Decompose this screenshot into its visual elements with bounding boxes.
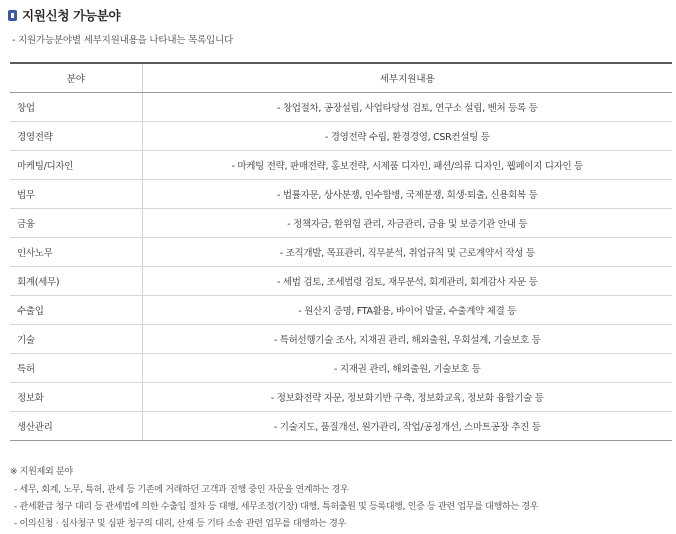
detail-cell: - 원산지 증명, FTA활용, 바이어 발굴, 수출계약 체결 등	[142, 296, 672, 325]
detail-cell: - 정책자금, 환위험 관리, 자금관리, 금융 및 보증기관 안내 등	[142, 209, 672, 238]
notes-item: - 관세환급 청구 대리 등 관세법에 의한 수출입 절차 등 대행, 세무조정(기장) 대행, 특허출원 및 등록대행, 인증 등 관련 업무를 대행하는 경우	[14, 502, 539, 512]
table-row	[10, 238, 672, 267]
table-row	[10, 122, 672, 151]
detail-cell: - 정보화전략 자문, 정보화기반 구축, 정보화교육, 정보화 융합기술 등	[142, 383, 672, 412]
field-cell: 경영전략	[10, 122, 142, 151]
field-cell: 마케팅/디자인	[10, 151, 142, 180]
notes-item: - 이의신청 · 심사청구 및 심판 청구의 대리, 산재 등 기타 소송 관련 업무를 대행하는 경우	[14, 519, 346, 529]
table-row	[10, 209, 672, 238]
detail-cell: - 세법 검토, 조세법령 검토, 재무분석, 회계관리, 회계감사 자문 등	[142, 267, 672, 296]
field-cell: 특허	[10, 354, 142, 383]
field-cell: 회계(세무)	[10, 267, 142, 296]
section-subtitle: - 지원가능분야별 세부지원내용을 나타내는 목록입니다	[12, 35, 233, 46]
detail-cell: - 법률자문, 상사분쟁, 인수합병, 국제분쟁, 회생·퇴출, 신용회복 등	[142, 180, 672, 209]
field-cell: 정보화	[10, 383, 142, 412]
section-header	[8, 6, 120, 24]
table-row	[10, 354, 672, 383]
field-cell: 창업	[10, 93, 142, 122]
table-row	[10, 180, 672, 209]
field-cell: 법무	[10, 180, 142, 209]
support-fields-table	[10, 62, 672, 441]
detail-cell: - 지재권 관리, 해외출원, 기술보호 등	[142, 354, 672, 383]
notes-heading: ※ 지원제외 분야	[10, 467, 73, 477]
detail-cell: - 창업절차, 공장설립, 사업타당성 검토, 연구소 설립, 벤처 등록 등	[142, 93, 672, 122]
detail-cell: - 특허선행기술 조사, 지재권 관리, 해외출원, 우회설계, 기술보호 등	[142, 325, 672, 354]
table-row	[10, 93, 672, 122]
detail-cell: - 기술지도, 품질개선, 원가관리, 작업/공정개선, 스마트공장 추진 등	[142, 412, 672, 441]
table-row	[10, 296, 672, 325]
detail-cell: - 조직개발, 목표관리, 직무분석, 취업규칙 및 근로계약서 작성 등	[142, 238, 672, 267]
field-cell: 생산관리	[10, 412, 142, 441]
notes-item: - 세무, 회계, 노무, 특허, 관세 등 기존에 거래하던 고객과 진행 중인 자문을 연계하는 경우	[14, 485, 349, 495]
table-row	[10, 151, 672, 180]
table-row	[10, 325, 672, 354]
table-row	[10, 267, 672, 296]
detail-cell: - 마케팅 전략, 판매전략, 홍보전략, 시제품 디자인, 패션/의류 디자인, 웹페이지 디자인 등	[142, 151, 672, 180]
field-cell: 금융	[10, 209, 142, 238]
table-row	[10, 412, 672, 441]
column-header-field: 분야	[10, 63, 142, 93]
field-cell: 인사노무	[10, 238, 142, 267]
bullet-square-icon	[8, 10, 17, 21]
field-cell: 기술	[10, 325, 142, 354]
detail-cell: - 경영전략 수립, 환경경영, CSR컨설팅 등	[142, 122, 672, 151]
table-header-row	[10, 63, 672, 93]
section-title: 지원신청 가능분야	[22, 8, 121, 23]
exclusion-notes	[10, 464, 538, 533]
field-cell: 수출입	[10, 296, 142, 325]
table-row	[10, 383, 672, 412]
column-header-detail: 세부지원내용	[142, 63, 672, 93]
